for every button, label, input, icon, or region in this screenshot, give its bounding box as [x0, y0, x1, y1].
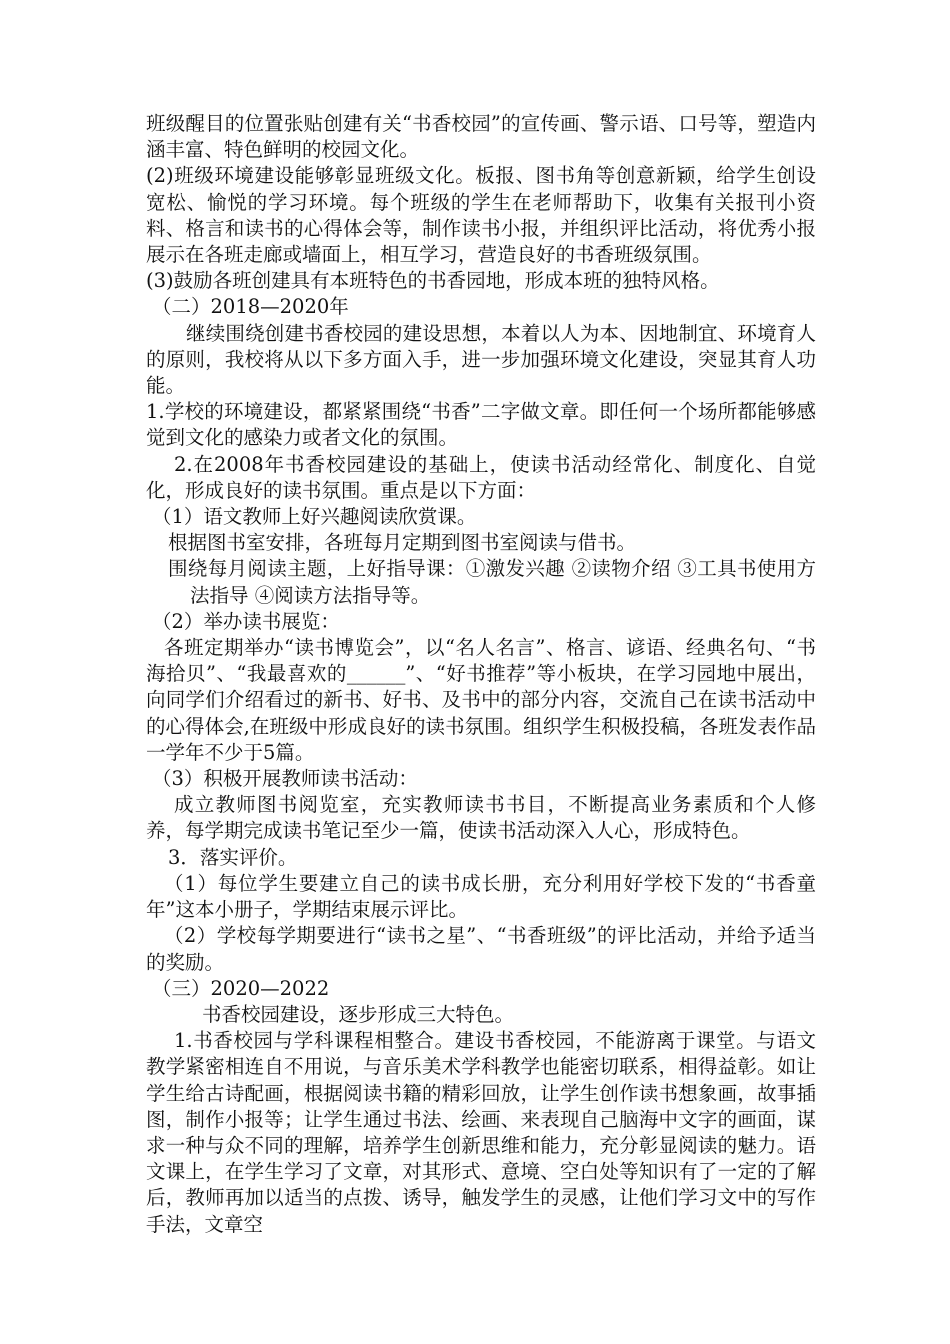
paragraph-7: 2.在2008年书香校园建设的基础上，使读书活动经常化、制度化、自觉化，形成良好的读书氛围。重点是以下方面： [146, 452, 816, 502]
paragraph-2: (2)班级环境建设能够彰显班级文化。板报、图书角等创意新颖，给学生创设宽松、愉悦的学习环境。每个班级的学生在老师帮助下，收集有关报刊小资料、格言和读书的心得体会等，制作读书小报，并组织评比活动，将优秀小报展示在各班走廊或墙面上，相互学习，营造良好的书香班级氛围。 [146, 164, 816, 267]
paragraph-13: （3）积极开展教师读书活动： [152, 767, 418, 791]
paragraph-16: （1）每位学生要建立自己的读书成长册，充分利用好学校下发的“书香童年”这本小册子，学期结束展示评比。 [146, 871, 816, 922]
paragraph-12: 各班定期举办“读书博览会”，以“名人名言”、格言、谚语、经典名句、“书海拾贝”、“我最喜欢的______”、“好书推荐”等小板块，在学习园地中展出，向同学们介绍看过的新书、好书、及书中的部分内容，交流自己在读书活动中的心得体会,在班级中形成良好的读书氛围。组织学生积极投稿，各班发表作品一学年不少于5篇。 [146, 636, 816, 764]
paragraph-1: 班级醒目的位置张贴创建有关“书香校园”的宣传画、警示语、口号等，塑造内涵丰富、特色鲜明的校园文化。 [146, 112, 816, 162]
paragraph-5: 继续围绕创建书香校园的建设思想，本着以人为本、因地制宜、环境育人的原则，我校将从以下多方面入手，进一步加强环境文化建设，突显其育人功能。 [146, 321, 816, 398]
paragraph-15: 3．落实评价。 [168, 845, 298, 869]
paragraph-17: （2）学校每学期要进行“读书之星”、“书香班级”的评比活动，并给予适当的奖励。 [146, 924, 816, 974]
paragraph-20: 1.书香校园与学科课程相整合。建设书香校园，不能游离于课堂。与语文教学紧密相连自不用说，与音乐美术学科教学也能密切联系，相得益彰。如让学生给古诗配画，根据阅读书籍的精彩回放，让学生创作读书想象画，故事插图，制作小报等；让学生通过书法、绘画、来表现自己脑海中文字的画面，谋求一种与众不同的理解，培养学生创新思维和能力，充分彰显阅读的魅力。语文课上，在学生学习了文章，对其形式、意境、空白处等知识有了一定的了解后，教师再加以适当的点拨、诱导，触发学生的灵感，让他们学习文中的写作手法，文章空 [146, 1029, 816, 1236]
paragraph-6: 1.学校的环境建设，都紧紧围绕“书香”二字做文章。即任何一个场所都能够感觉到文化的感染力或者文化的氛围。 [146, 400, 816, 450]
paragraph-9: 根据图书室安排，各班每月定期到图书室阅读与借书。 [168, 531, 637, 555]
paragraph-3: (3)鼓励各班创建具有本班特色的书香园地，形成本班的独特风格。 [146, 269, 720, 293]
document-body [146, 111, 816, 1238]
paragraph-19: 书香校园建设，逐步形成三大特色。 [202, 1002, 515, 1026]
paragraph-14: 成立教师图书阅览室，充实教师读书书目，不断提高业务素质和个人修养，每学期完成读书笔记至少一篇，使读书活动深入人心，形成特色。 [146, 793, 816, 843]
section-heading-2020-2022: （三）2020—2022 [152, 976, 330, 1000]
paragraph-8: （1）语文教师上好兴趣阅读欣赏课。 [152, 505, 477, 529]
paragraph-11: （2）举办读书展览： [152, 609, 340, 633]
section-heading-2018-2020: （二）2018—2020年 [152, 295, 349, 319]
paragraph-10: 围绕每月阅读主题，上好指导课：①激发兴趣 ②读物介绍 ③工具书使用方法指导 ④阅读方法指导等。 [168, 557, 816, 607]
